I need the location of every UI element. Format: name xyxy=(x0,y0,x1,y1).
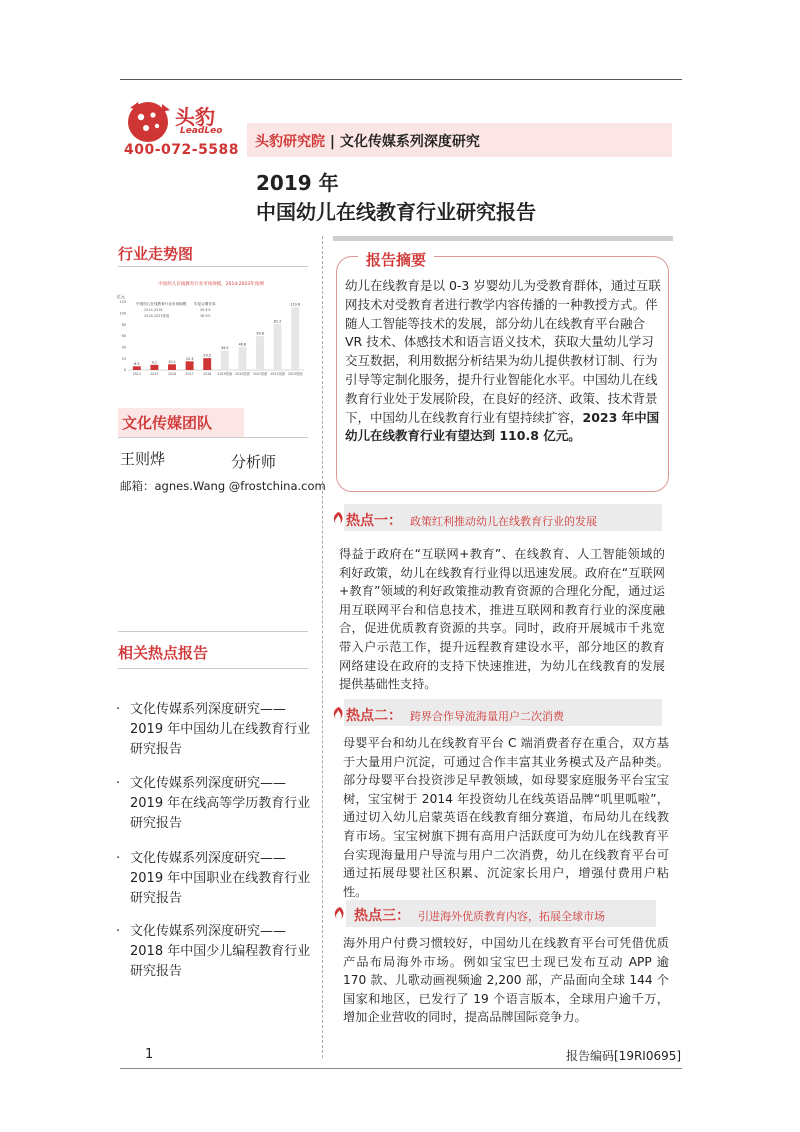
related-report-text: 文化传媒系列深度研究——2019 年中国幼儿在线教育行业研究报告 xyxy=(130,702,311,757)
related-report-item[interactable] xyxy=(116,922,316,982)
chart-ylabel: 亿元 xyxy=(117,294,125,299)
report-title: 中国幼儿在线教育行业研究报告 xyxy=(256,200,536,224)
bar-value-label: 81.2 xyxy=(273,319,282,324)
summary-top-band xyxy=(333,236,673,241)
bottom-rule xyxy=(120,1068,682,1069)
bar-2017 xyxy=(186,361,194,370)
related-heading: 相关热点报告 xyxy=(118,644,209,662)
hotspot-subtitle-1: 政策红利推动幼儿在线教育行业的发展 xyxy=(410,515,597,528)
summary-tag: 报告摘要 xyxy=(358,249,434,270)
bar-value-label: 10.1 xyxy=(168,359,176,364)
hotspot-label-3: 热点三： xyxy=(354,908,410,924)
flame-icon xyxy=(332,906,346,920)
bar-value-label: 59.8 xyxy=(256,331,264,336)
summary-text xyxy=(345,277,663,446)
bar-value-label: 15.3 xyxy=(185,356,194,361)
trend-heading: 行业走势图 xyxy=(118,245,194,263)
x-tick-label: 2014 xyxy=(132,372,141,376)
hotspot-label-1: 热点一： xyxy=(346,513,402,529)
bar-value-label: 34.5 xyxy=(221,345,229,350)
bar-2014 xyxy=(133,366,141,370)
summary-body: 幼儿在线教育是以 0-3 岁婴幼儿为受教育群体，通过互联网技术对受教育者进行教学内容传播的一种教授方式。伴随人工智能等技术的发展，部分幼儿在线教育平台融合 VR 技术、体感技术和语言语义技术，获取大量幼儿学习交互数据，利用数据分析结果为幼儿提供教材订制、行为引导等定制化服务，提升行业智能化水平。中国幼儿在线教育行业处于发展阶段，在良好的经济、政策、技术背景下，中国幼儿在线教育行业有望持续扩容， xyxy=(345,278,661,425)
top-rule xyxy=(120,79,682,80)
related-report-item[interactable] xyxy=(116,774,316,834)
report-year: 2019 年 xyxy=(256,171,339,195)
analyst-email xyxy=(120,478,326,494)
analyst-role: 分析师 xyxy=(231,453,277,471)
email-label: 邮箱： xyxy=(120,479,155,493)
y-tick-label: 0 xyxy=(123,368,126,373)
series-name: 文化传媒系列深度研究 xyxy=(339,134,480,150)
hotspot-subtitle-2: 跨界合作导流海量用户二次消费 xyxy=(410,710,564,723)
analyst-name: 王则烨 xyxy=(120,450,166,468)
hotspot-label-2: 热点二： xyxy=(346,708,402,724)
x-tick-label: 2019预测 xyxy=(217,372,233,376)
bar-value-label: 9.1 xyxy=(151,360,158,365)
chart-title: 中国幼儿在线教育行业市场规模，2014-2023年预测 xyxy=(158,282,264,287)
legend-entry-0: 中国幼儿在线教育行业市场规模 xyxy=(136,302,187,306)
series-separator: | xyxy=(329,134,335,150)
x-tick-label: 2017 xyxy=(185,372,194,376)
legend-entry-2: 2014-2018 xyxy=(144,308,163,312)
bullet-dot: · xyxy=(116,851,121,866)
team-heading: 文化传媒团队 xyxy=(118,408,244,437)
hotline-phone: 400-072-5588 xyxy=(124,142,240,158)
report-code: 报告编码[19RI0695] xyxy=(566,1049,682,1063)
bar-2021预测 xyxy=(256,336,264,370)
chart-svg xyxy=(114,276,309,386)
x-tick-label: 2022预测 xyxy=(270,372,285,376)
legend-entry-5: 38.9% xyxy=(200,314,211,318)
x-tick-label: 2023预测 xyxy=(287,372,303,376)
bar-value-label: 40.8 xyxy=(238,342,247,347)
brand-name-en: LeadLeo xyxy=(180,126,223,136)
bar-value-label: 110.8 xyxy=(290,302,301,307)
x-tick-label: 2021预测 xyxy=(252,372,268,376)
summary-highlight: 2023 年中国幼儿在线教育行业有望达到 110.8 亿元。 xyxy=(345,409,660,444)
related-top-rule xyxy=(118,631,308,632)
hotspot-subtitle-3: 引进海外优质教育内容，拓展全球市场 xyxy=(418,910,605,923)
related-report-text: 文化传媒系列深度研究——2019 年在线高等学历教育行业研究报告 xyxy=(130,776,311,831)
institute-name: 头豹研究院 xyxy=(255,134,325,150)
market-size-chart xyxy=(114,276,309,386)
y-tick-label: 60 xyxy=(121,334,126,339)
related-report-text: 文化传媒系列深度研究——2018 年中国少儿编程教育行业研究报告 xyxy=(130,924,311,979)
bar-2020预测 xyxy=(238,347,246,370)
bar-2022预测 xyxy=(274,324,282,370)
hotspot-body-3: 海外用户付费习惯较好，中国幼儿在线教育平台可凭借优质产品布局海外市场。例如宝宝巴士现已发布互动 APP 逾 170 款、儿歌动画视频逾 2,200 部，产品面向全球 144 个国家和地区，已发行了 19 个语言版本，全球用户逾千万，增加企业营收的同时，提高品牌国际竞争力。 xyxy=(343,936,669,1025)
series-title xyxy=(255,131,480,151)
related-report-item[interactable] xyxy=(116,700,316,760)
trend-rule xyxy=(118,266,308,267)
bullet-dot: · xyxy=(116,776,121,791)
flame-icon xyxy=(331,706,345,720)
email-link[interactable]: agnes.Wang @frostchina.com xyxy=(154,479,326,493)
hotspot-body-2: 母婴平台和幼儿在线教育平台 C 端消费者存在重合，双方基于大量用户沉淀，可通过合作丰富其业务模式及产品种类。部分母婴平台投资涉足早教领域，如母婴家庭服务平台宝宝树，宝宝树于 2014 年投资幼儿在线英语品牌“叽里呱啦”，通过切入幼儿启蒙英语在线教育细分赛道，布局幼儿在线教育市场。宝宝树旗下拥有高用户活跃度可为幼儿在线教育平台实现海量用户导流与用户二次消费，幼儿在线教育平台可通过拓展母婴社区积累、沉淀家长用户，增强付费用户粘性。 xyxy=(343,736,669,899)
leopard-icon xyxy=(124,98,174,144)
bar-2023预测 xyxy=(291,307,299,370)
y-tick-label: 20 xyxy=(121,356,126,361)
legend-entry-3: 2018-2023预测 xyxy=(144,314,170,318)
x-tick-label: 2018 xyxy=(203,372,212,376)
bullet-dot: · xyxy=(116,924,121,939)
bar-2015 xyxy=(150,365,158,370)
related-report-item[interactable] xyxy=(116,849,316,909)
bar-2019预测 xyxy=(221,350,229,370)
related-report-text: 文化传媒系列深度研究——2019 年中国职业在线教育行业研究报告 xyxy=(130,851,311,906)
column-divider xyxy=(322,236,323,1058)
bar-value-label: 20.9 xyxy=(203,353,211,358)
x-tick-label: 2016 xyxy=(167,372,177,376)
x-tick-label: 2020预测 xyxy=(235,372,250,376)
flame-icon xyxy=(331,511,345,525)
hotspot-body-1: 得益于政府在“互联网+教育”、在线教育、人工智能领域的利好政策，幼儿在线教育行业得以迅速发展。政府在“互联网+教育”领域的利好政策推动教育资源的合理化分配，通过运用互联网平台和信息技术，推进互联网和教育行业的深度融合，促进优质教育资源的共享。同时，政府开展城市千兆宽带入户示范工作，提升远程教育建设水平，部分地区的教育网络建设在政府的支持下快速推进，为幼儿在线教育的发展提供基础性支持。 xyxy=(339,547,665,692)
bar-value-label: 6.5 xyxy=(134,361,140,366)
team-rule xyxy=(118,437,308,438)
y-tick-label: 80 xyxy=(121,322,126,327)
brand-name-cn: 头豹 xyxy=(175,105,215,129)
legend-entry-1: 年复合增长率 xyxy=(194,302,216,306)
legend-entry-4: 39.4% xyxy=(200,308,211,312)
x-tick-label: 2015 xyxy=(150,372,159,376)
y-tick-label: 100 xyxy=(119,311,126,316)
bar-2016 xyxy=(168,364,176,370)
y-tick-label: 120 xyxy=(119,300,126,305)
y-tick-label: 40 xyxy=(121,345,126,350)
bar-2018 xyxy=(203,358,211,370)
page-number: 1 xyxy=(145,1047,154,1062)
related-rule xyxy=(118,668,308,669)
bullet-dot: · xyxy=(116,702,121,717)
